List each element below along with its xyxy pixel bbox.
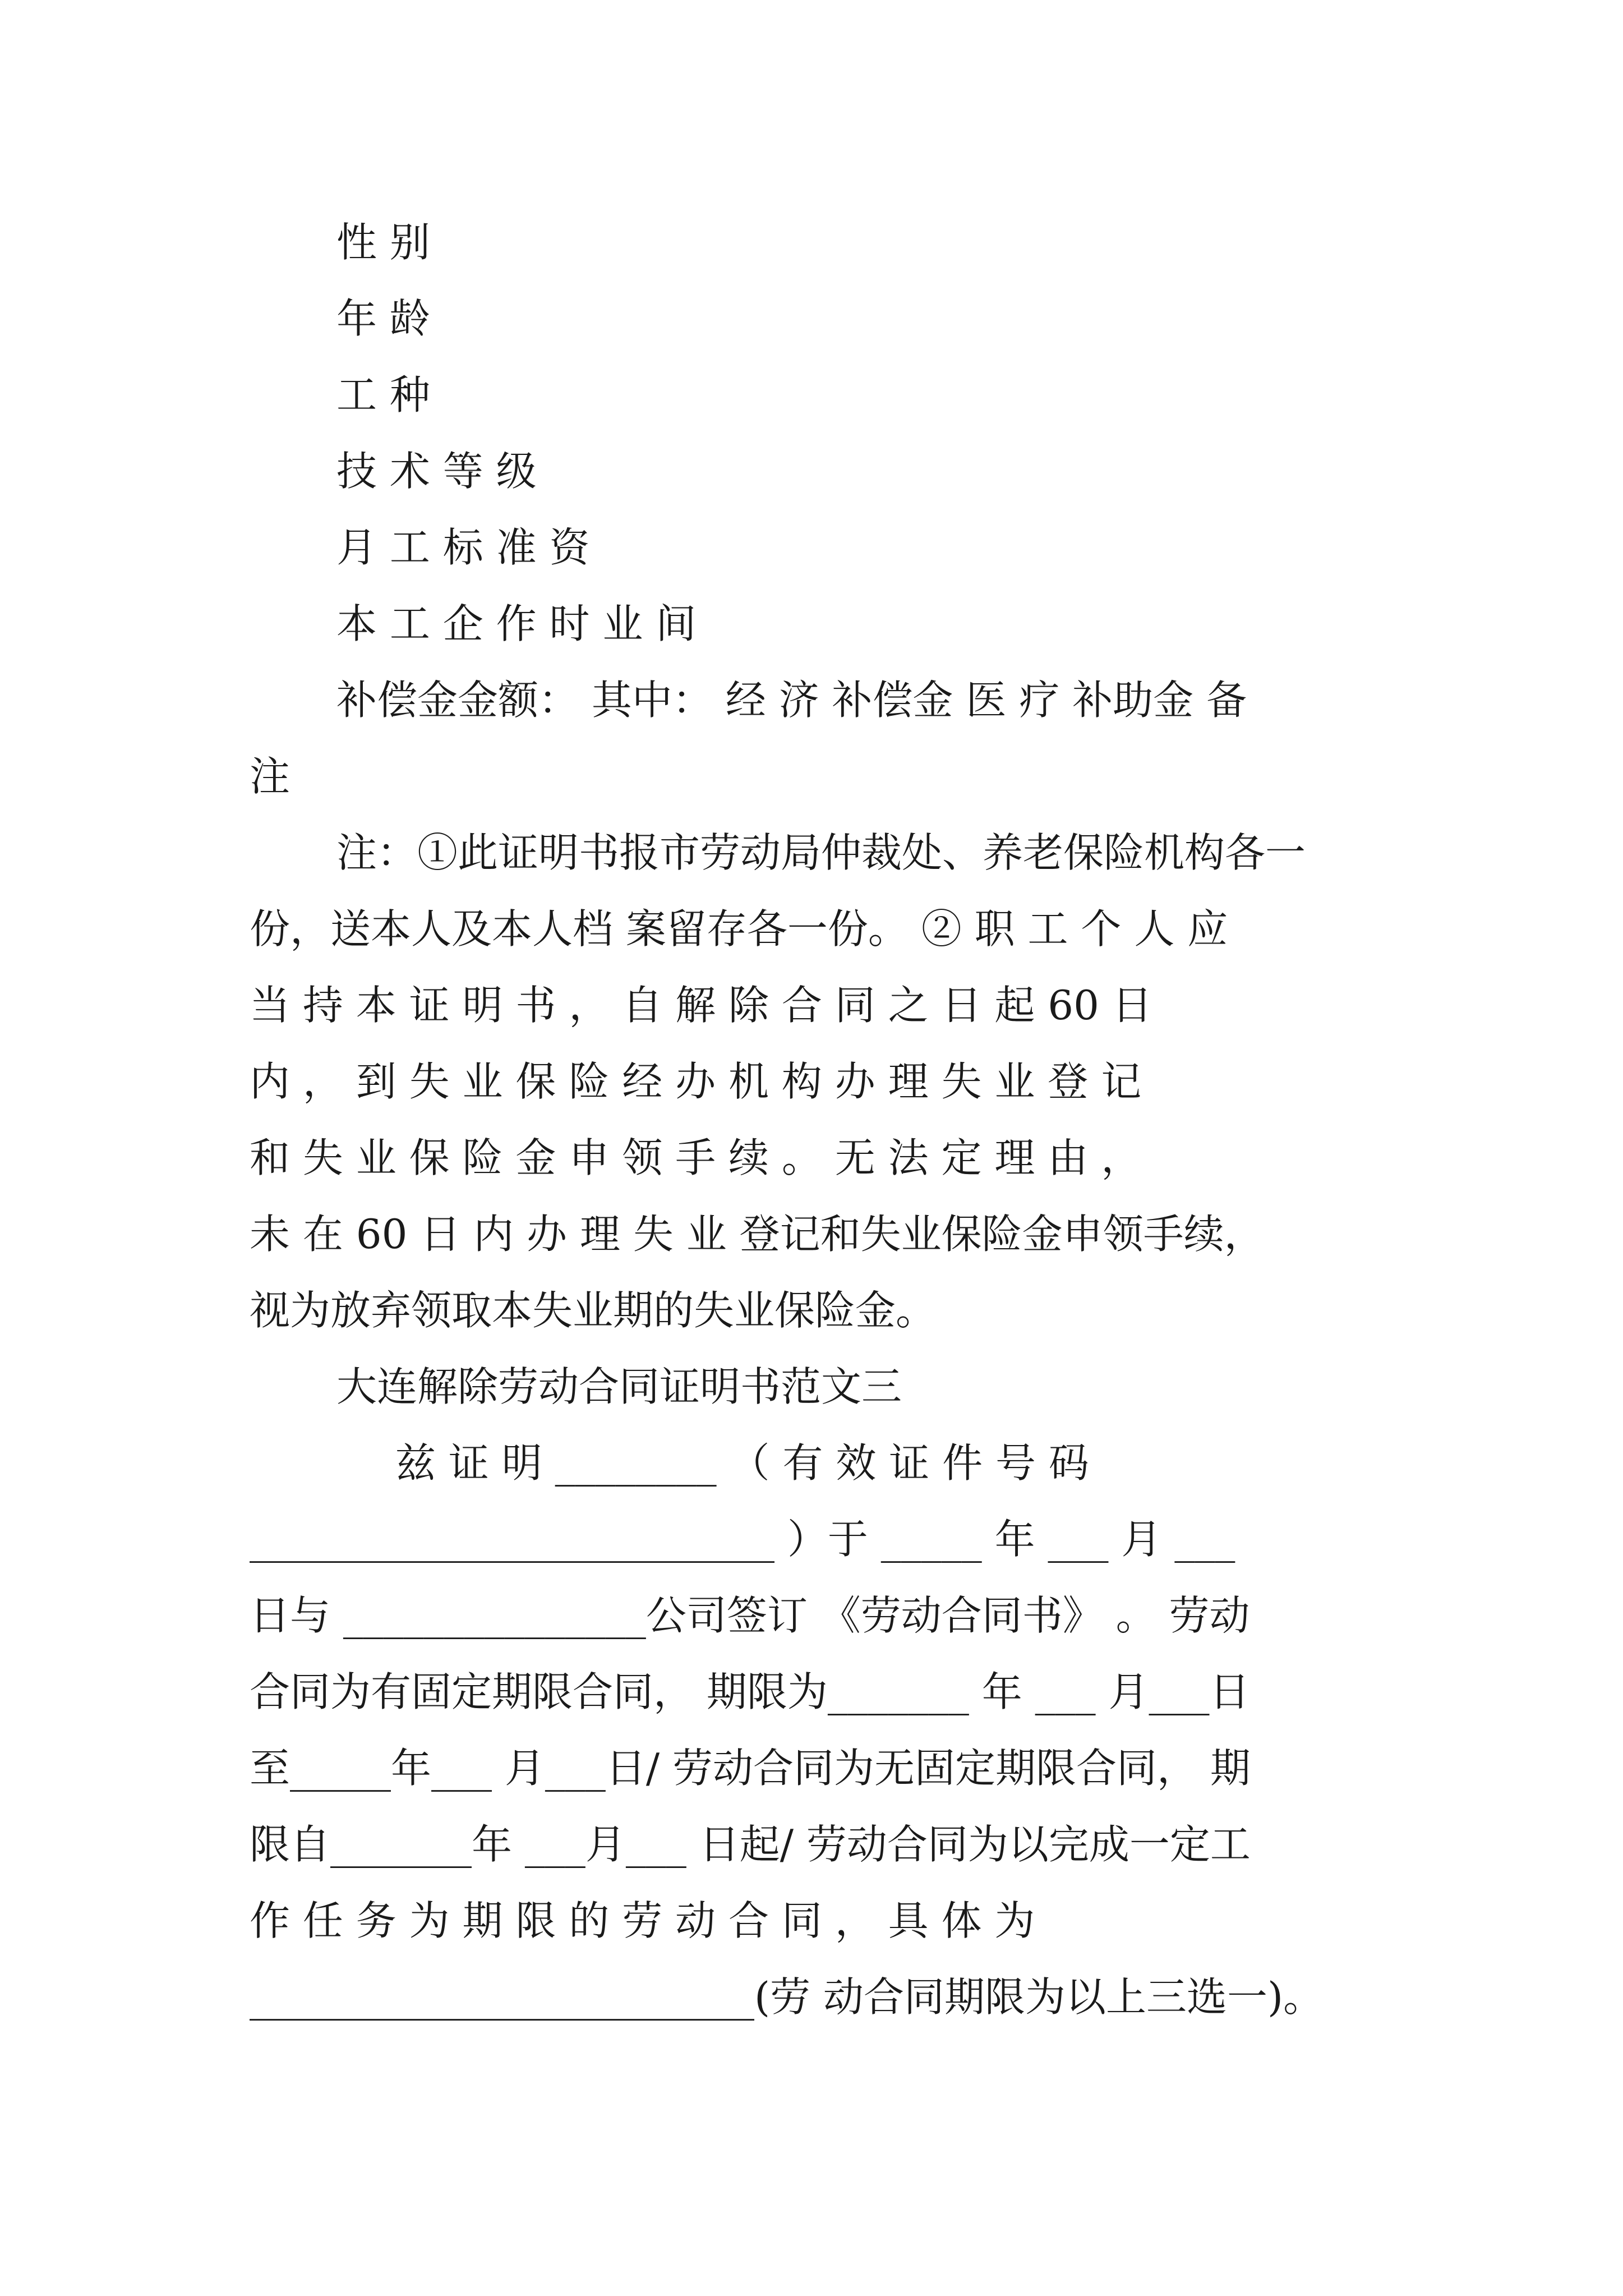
text-line: 和 失 业 保 险 金 申 领 手 续 。 无 法 定 理 由 ， <box>250 1134 1142 1181</box>
text-line: 注 <box>250 753 291 800</box>
text-line: 月 工 标 准 资 <box>336 524 590 571</box>
section-heading: 大连解除劳动合同证明书范文三 <box>336 1363 902 1410</box>
text-line: 未 在 60 日 内 办 理 失 业 登记和失业保险金申领手续， <box>250 1211 1265 1258</box>
text-line: 限自_______年 ___月___ 日起/ 劳动合同为以完成一定工 <box>250 1821 1251 1868</box>
text-line: __________________________ ）于 _____ 年 ___ 月 ___ <box>250 1516 1235 1563</box>
text-line: 年 龄 <box>336 295 430 342</box>
text-line: 工 种 <box>336 371 430 418</box>
text-line: 补偿金金额： 其中： 经 济 补偿金 医 疗 补助金 备 <box>336 677 1247 724</box>
text-line: 兹 证 明 ________ （ 有 效 证 件 号 码 <box>395 1439 1089 1487</box>
text-line: 内 ， 到 失 业 保 险 经 办 机 构 办 理 失 业 登 记 <box>250 1058 1142 1105</box>
text-line: 日与 _______________公司签订 《劳动合同书》 。 劳动 <box>250 1592 1250 1639</box>
text-line: 本 工 企 作 时 业 间 <box>336 600 697 647</box>
text-line: 性 别 <box>336 219 430 266</box>
text-line: 合同为有固定期限合同， 期限为_______ 年 ___ 月___日 <box>250 1668 1250 1715</box>
text-line: 至_____年___ 月___日/ 劳动合同为无固定期限合同， 期 <box>250 1745 1251 1792</box>
text-line: 注：①此证明书报市劳动局仲裁处、养老保险机构各一 <box>336 829 1306 876</box>
text-line: 当 持 本 证 明 书 ， 自 解 除 合 同 之 日 起 60 日 <box>250 982 1152 1029</box>
text-line: 份，送本人及本人档 案留存各一份。 ② 职 工 个 人 应 <box>250 905 1228 953</box>
text-line: 视为放弃领取本失业期的失业保险金。 <box>250 1287 937 1334</box>
text-line: 技 术 等 级 <box>336 448 537 495</box>
text-line: 作 任 务 为 期 限 的 劳 动 合 同 ， 具 体 为 <box>250 1897 1035 1944</box>
text-line: _________________________(劳 动合同期限为以上三选一)。 <box>250 1973 1324 2021</box>
